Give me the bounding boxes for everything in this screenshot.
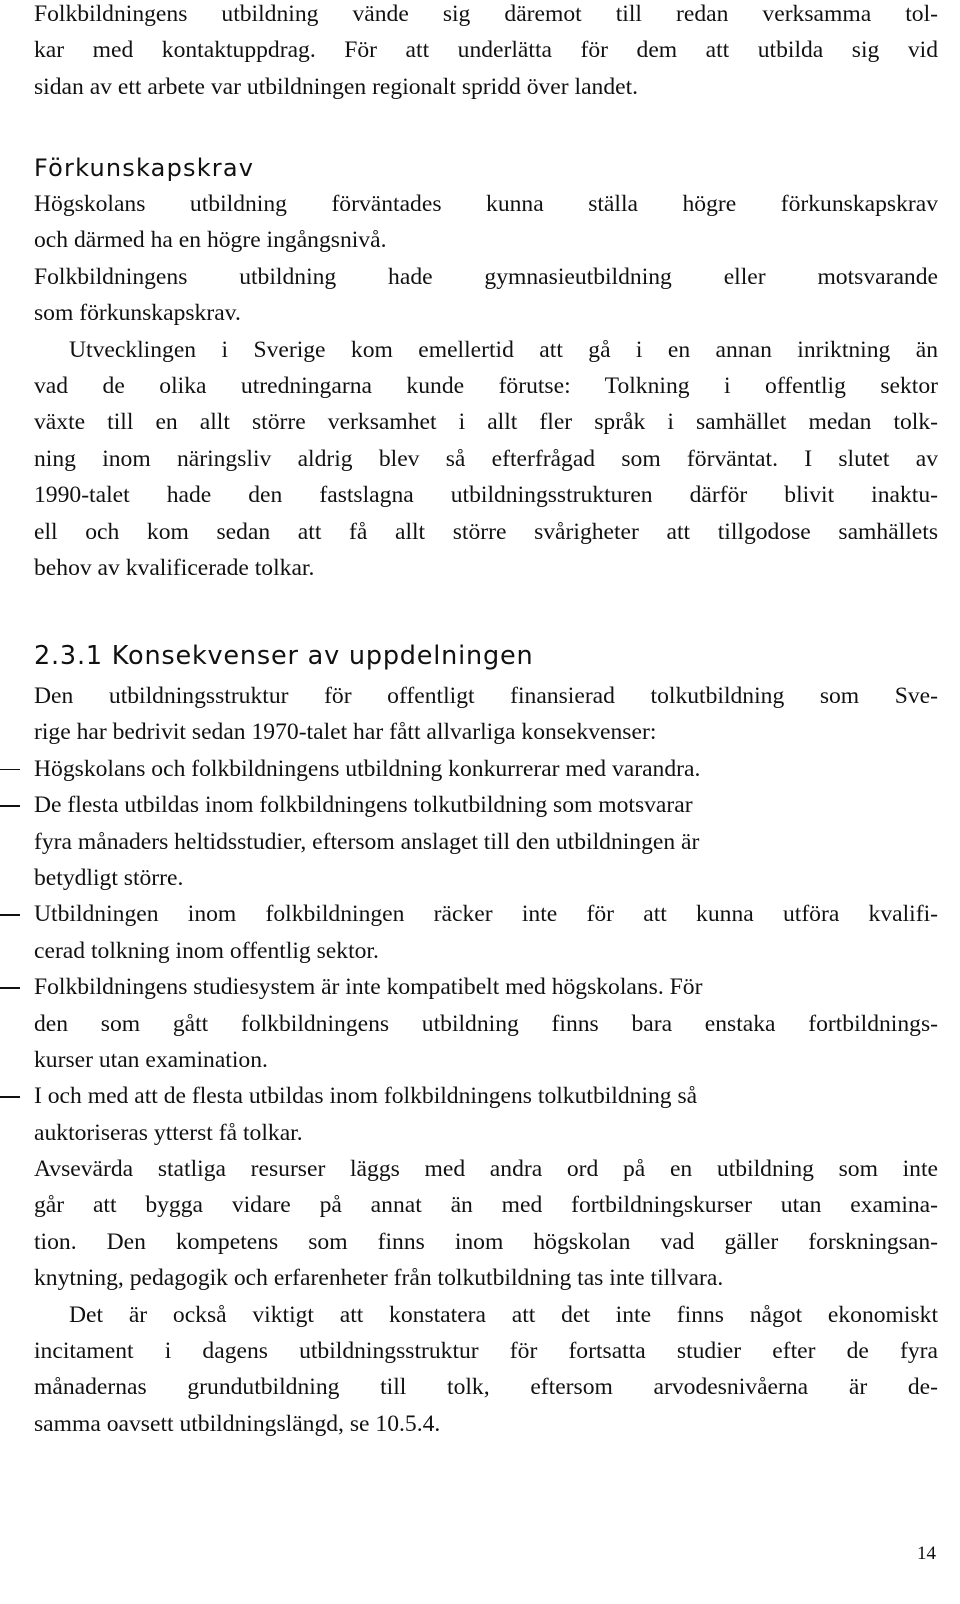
text-line: 1990-talet hade den fastslagna utbildningsstrukturen därför blivit inaktu- xyxy=(34,482,938,509)
text-line: växte till en allt större verksamhet i allt fler språk i samhället medan tolk- xyxy=(34,409,938,436)
text-line: vad de olika utredningarna kunde förutse: Tolkning i offentlig sektor xyxy=(34,372,938,399)
paragraph xyxy=(34,186,938,259)
text-line: ell och kom sedan att få allt större svårigheter att tillgodose samhällets xyxy=(34,518,938,545)
text-line: och därmed ha en högre ingångsnivå. xyxy=(34,227,387,254)
text-line: behov av kvalificerade tolkar. xyxy=(34,554,315,581)
text-line: Högskolans utbildning förväntades kunna ställa högre förkunskapskrav xyxy=(34,191,938,217)
dash-bullet-icon xyxy=(0,1096,20,1098)
text-line: Folkbildningens studiesystem är inte kompatibelt med högskolans. För xyxy=(34,974,703,1001)
dash-bullet-icon xyxy=(0,987,20,989)
text-line: Avsevärda statliga resurser läggs med andra ord på en utbildning som inte xyxy=(34,1156,938,1183)
section-heading: Förkunskapskrav xyxy=(34,154,255,182)
paragraph xyxy=(34,1151,938,1297)
text-line: Utvecklingen i Sverige kom emellertid att gå i en annan inriktning än xyxy=(69,336,938,363)
text-line: Den utbildningsstruktur för offentligt finansierad tolkutbildning som Sve- xyxy=(34,683,938,709)
text-line: kar med kontaktuppdrag. För att underlätta för dem att utbilda sig vid xyxy=(34,37,938,64)
text-line: betydligt större. xyxy=(34,864,184,891)
text-line: tion. Den kompetens som finns inom högskolan vad gäller forskningsan- xyxy=(34,1228,938,1255)
text-line: knytning, pedagogik och erfarenheter från tolkutbildning tas inte tillvara. xyxy=(34,1265,724,1292)
intro-paragraph xyxy=(34,0,938,105)
list-item xyxy=(34,896,938,969)
subsection-heading: 2.3.1 Konsekvenser av uppdelningen xyxy=(34,641,534,671)
paragraph xyxy=(34,678,938,751)
text-line: kurser utan examination. xyxy=(34,1046,268,1073)
section-forkunskapskrav xyxy=(34,150,938,586)
text-line: som förkunskapskrav. xyxy=(34,300,241,327)
section-2-3-1 xyxy=(34,638,938,1442)
text-line: månadernas grundutbildning till tolk, eftersom arvodesnivåerna är de- xyxy=(34,1374,938,1401)
text-line: samma oavsett utbildningslängd, se 10.5.4. xyxy=(34,1410,441,1437)
text-line: Utbildningen inom folkbildningen räcker inte för att kunna utföra kvalifi- xyxy=(34,901,938,928)
text-line: incitament i dagens utbildningsstruktur för fortsatta studier efter de fyra xyxy=(34,1338,938,1365)
list-item xyxy=(34,969,938,1078)
text-line: I och med att de flesta utbildas inom folkbildningens tolkutbildning så xyxy=(34,1083,698,1110)
dash-bullet-icon xyxy=(0,769,20,771)
paragraph xyxy=(34,332,938,587)
text-line: rige har bedrivit sedan 1970-talet har fått allvarliga konsekvenser: xyxy=(34,719,657,746)
text-line: sidan av ett arbete var utbildningen regionalt spridd över landet. xyxy=(34,73,639,100)
page-number: 14 xyxy=(917,1543,936,1564)
dash-bullet-icon xyxy=(0,914,20,916)
text-line: auktoriseras ytterst få tolkar. xyxy=(34,1119,303,1146)
text-line: Det är också viktigt att konstatera att det inte finns något ekonomiskt xyxy=(69,1301,938,1328)
text-line: cerad tolkning inom offentlig sektor. xyxy=(34,937,379,964)
text-line: fyra månaders heltidsstudier, eftersom anslaget till den utbildningen är xyxy=(34,828,700,855)
text-line: Folkbildningens utbildning hade gymnasieutbildning eller motsvarande xyxy=(34,263,938,290)
text-line: De flesta utbildas inom folkbildningens tolkutbildning som motsvarar xyxy=(34,792,693,819)
text-line: ning inom näringsliv aldrig blev så efterfrågad som förväntat. I slutet av xyxy=(34,445,938,472)
text-line: Högskolans och folkbildningens utbildning konkurrerar med varandra. xyxy=(34,755,701,782)
list-item xyxy=(34,751,938,787)
text-line: den som gått folkbildningens utbildning finns bara enstaka fortbildnings- xyxy=(34,1010,938,1037)
paragraph xyxy=(34,259,938,332)
paragraph xyxy=(34,1297,938,1443)
consequence-list xyxy=(34,751,938,1151)
list-item xyxy=(34,1078,938,1151)
dash-bullet-icon xyxy=(0,805,20,807)
text-line: går att bygga vidare på annat än med fortbildningskurser utan examina- xyxy=(34,1192,938,1219)
text-line: Folkbildningens utbildning vände sig däremot till redan verksamma tol- xyxy=(34,1,938,27)
list-item xyxy=(34,787,938,896)
